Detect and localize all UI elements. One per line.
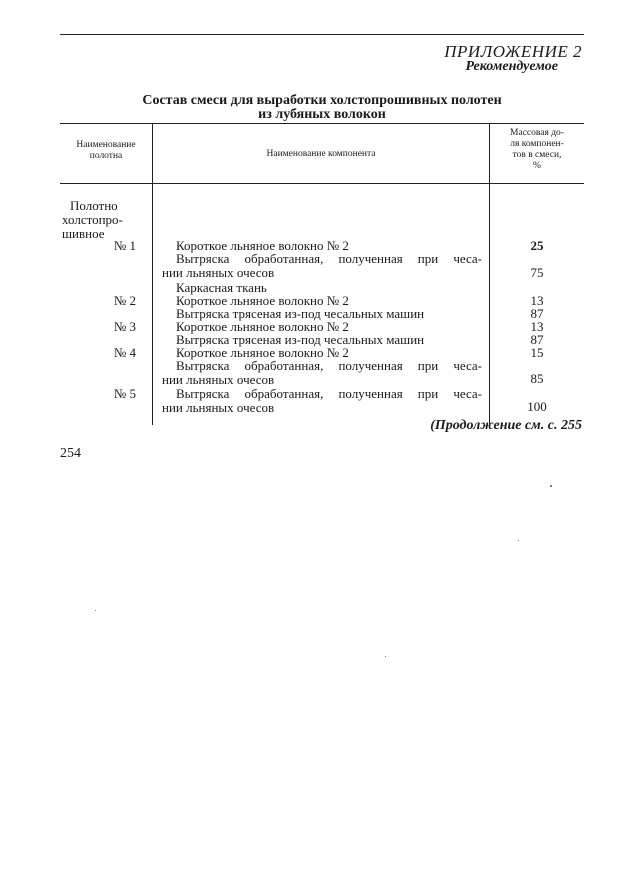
table-title-line2: из лубяных волокон (258, 107, 386, 122)
row-component-line1: Вытряска обработанная, полученная при чеса- (176, 386, 482, 401)
row-number: № 4 (113, 345, 136, 360)
row-number: № 2 (113, 293, 136, 308)
row-component: Вытряска трясеная из-под чесальных машин (176, 332, 425, 347)
scan-speck (518, 540, 519, 541)
appendix-subtitle: Рекомендуемое (465, 59, 558, 74)
scan-speck (95, 610, 96, 611)
row-component: Короткое льняное волокно № 2 (176, 238, 349, 253)
row-component-line1: Вытряска обработанная, полученная при чеса- (176, 358, 482, 373)
header-mass-line3: тов в смеси, (512, 150, 562, 160)
row-mass: 13 (530, 293, 544, 308)
scan-speck (385, 656, 386, 657)
page-number: 254 (60, 446, 81, 461)
row-component: Вытряска трясеная из-под чесальных машин (176, 306, 425, 321)
table-title-line1: Состав смеси для выработки холстопрошивных полотен (142, 93, 502, 108)
row-number: № 5 (113, 386, 136, 401)
header-mass-line4: % (533, 161, 541, 171)
row-mass: 100 (527, 399, 547, 414)
scan-speck (550, 485, 552, 487)
row-component: Короткое льняное волокно № 2 (176, 345, 349, 360)
header-mass-line2: ля компонен- (510, 139, 564, 149)
continuation-note: (Продолжение см. с. 255 (430, 418, 582, 433)
column-divider-1 (152, 124, 153, 425)
group-label-line1: Полотно (70, 198, 118, 213)
row-mass: 85 (530, 371, 544, 386)
row-number: № 1 (113, 238, 136, 253)
header-name-line2: полотна (89, 151, 123, 161)
header-mass (490, 128, 584, 172)
row-component-line1: Вытряска обработанная, полученная при чеса- (176, 251, 482, 266)
row-component-line2: нии льняных очесов (162, 400, 275, 415)
row-component-line2: нии льняных очесов (162, 372, 275, 387)
row-mass: 87 (530, 332, 544, 347)
table-top-border (60, 123, 584, 124)
header-name (60, 140, 152, 162)
row-component: Короткое льняное волокно № 2 (176, 293, 349, 308)
group-label-line2: холстопро- (62, 212, 123, 227)
row-number: № 3 (113, 319, 136, 334)
row-mass: 87 (530, 306, 544, 321)
row-mass: 75 (530, 265, 544, 280)
row-mass: 15 (530, 345, 544, 360)
header-mass-line1: Массовая до- (510, 128, 564, 138)
group-label-line3: шивное (62, 226, 105, 241)
table-header-border (60, 183, 584, 184)
row-component: Каркасная ткань (176, 280, 267, 295)
header-name-line1: Наименование (76, 140, 136, 150)
row-mass: 13 (530, 319, 544, 334)
top-rule (60, 34, 584, 35)
row-component: Короткое льняное волокно № 2 (176, 319, 349, 334)
appendix-title: ПРИЛОЖЕНИЕ 2 (444, 42, 582, 61)
row-mass: 25 (530, 238, 544, 253)
header-component: Наименование компонента (266, 149, 376, 159)
row-component-line2: нии льняных очесов (162, 265, 275, 280)
